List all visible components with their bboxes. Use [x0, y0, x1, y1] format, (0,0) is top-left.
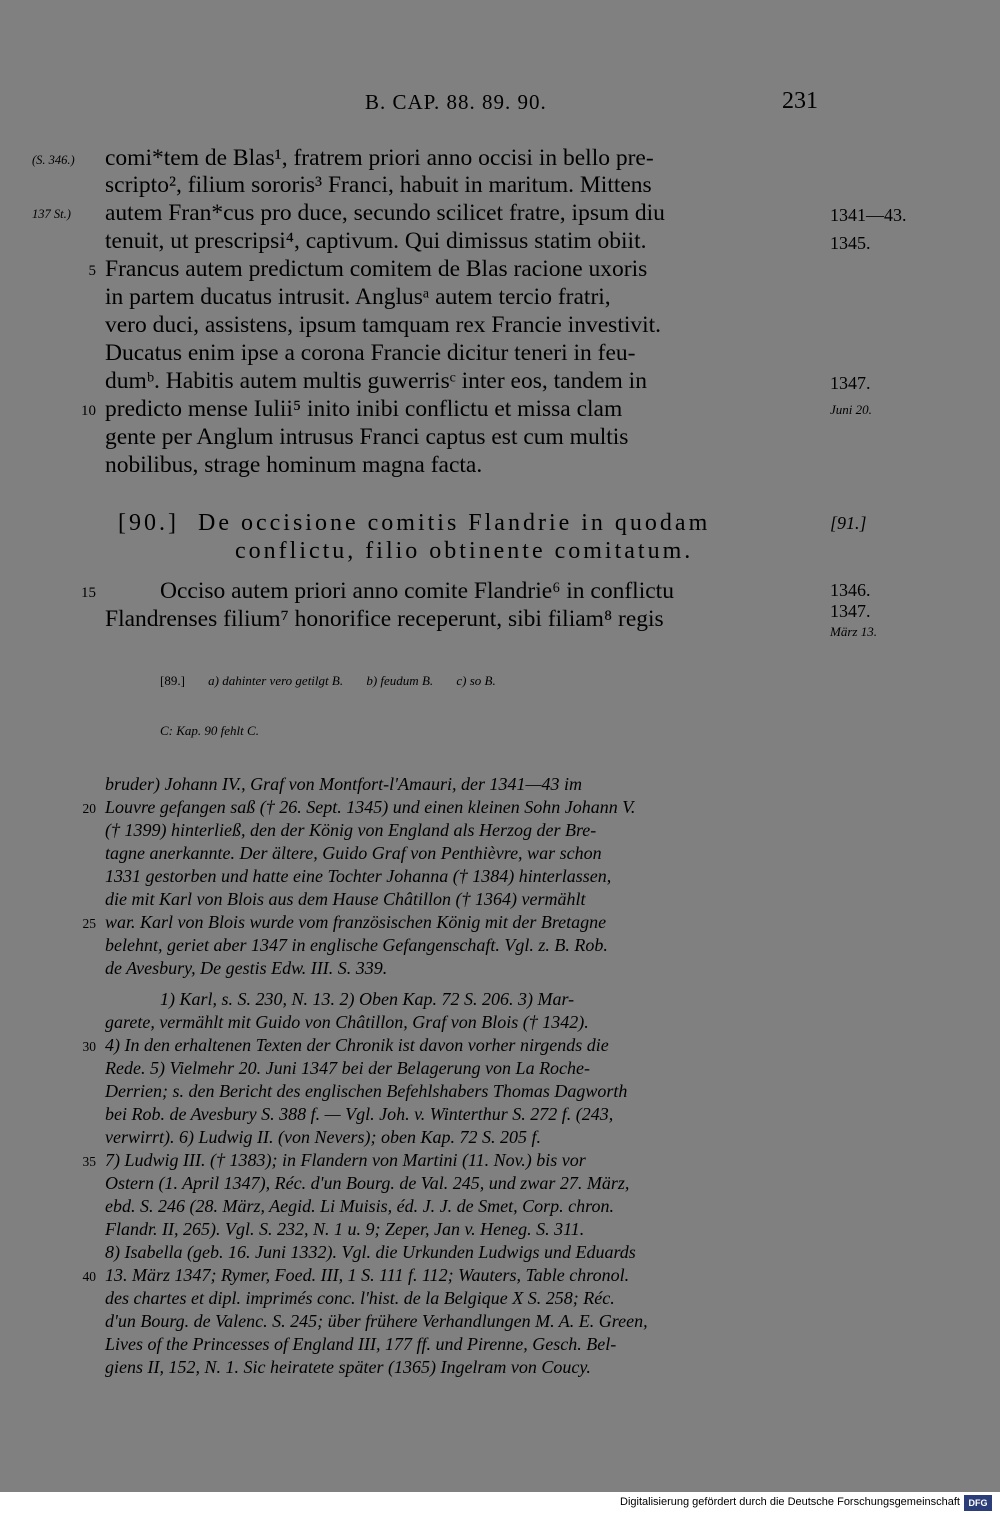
text-line: dumᵇ. Habitis autem multis guwerrisᶜ inter eos, tandem in: [105, 368, 647, 394]
text-line: gente per Anglum intrusus Franci captus est cum multis: [105, 424, 629, 450]
footnote-line: ebd. S. 246 (28. März, Aegid. Li Muisis, éd. J. J. de Smet, Corp. chron.: [105, 1196, 614, 1216]
margin-ref: [91.]: [830, 513, 867, 533]
margin-date: 1347.: [830, 373, 871, 393]
variant-item: c) so B.: [456, 673, 496, 688]
footnote-line: garete, vermählt mit Guido von Châtillon, Graf von Blois († 1342).: [105, 1012, 589, 1032]
footnote-line: 4) In den erhaltenen Texten der Chronik ist davon vorher nirgends die: [105, 1035, 609, 1055]
footnote-line: war. Karl von Blois wurde vom französischen König mit der Bretagne: [105, 912, 607, 932]
line-number: 25: [82, 916, 96, 931]
chapter-title-line2: conflictu, filio obtinente comitatum.: [235, 538, 694, 564]
text-line: Flandrenses filium⁷ honorifice receperunt, sibi filiam⁸ regis: [105, 606, 664, 632]
text-line: Occiso autem priori anno comite Flandrie⁶ in conflictu: [160, 578, 674, 604]
margin-date: 1347.: [830, 601, 871, 621]
footnote-line: 13. März 1347; Rymer, Foed. III, 1 S. 111 f. 112; Wauters, Table chronol.: [105, 1265, 630, 1285]
footnote-line: belehnt, geriet aber 1347 in englische Gefangenschaft. Vgl. z. B. Rob.: [105, 935, 608, 955]
variant-item: a) dahinter vero getilgt B.: [208, 673, 344, 688]
line-number: 20: [82, 801, 96, 816]
text-line: in partem ducatus intrusit. Anglusᵃ autem tercio fratri,: [105, 284, 611, 310]
footer-bar: [0, 1492, 1000, 1517]
funding-credit: Digitalisierung gefördert durch die Deutsche Forschungsgemeinschaft: [620, 1496, 960, 1508]
running-title: B. CAP. 88. 89. 90.: [365, 90, 547, 114]
footnote-line: bruder) Johann IV., Graf von Montfort-l'Amauri, der 1341—43 im: [105, 774, 582, 794]
margin-date: 1345.: [830, 233, 871, 253]
footnote-line: die mit Karl von Blois aus dem Hause Châtillon († 1364) vermählt: [105, 889, 586, 909]
margin-note-left: 137 St.): [32, 207, 71, 221]
text-line: scripto², filium sororis³ Franci, habuit in maritum. Mittens: [105, 172, 652, 198]
line-number: 15: [81, 585, 96, 601]
footnote-line: Flandr. II, 265). Vgl. S. 232, N. 1 u. 9; Zeper, Jan v. Heneg. S. 311.: [105, 1219, 585, 1239]
margin-date: März 13.: [830, 624, 877, 639]
footnote-line: giens II, 152, N. 1. Sic heiratete später (1365) Ingelram von Coucy.: [105, 1357, 591, 1377]
line-number: 10: [81, 403, 96, 419]
page-number: 231: [782, 88, 818, 114]
variant-apparatus: [160, 673, 516, 689]
text-line: autem Fran*cus pro duce, secundo scilicet fratre, ipsum diu: [105, 200, 665, 226]
margin-note-left: (S. 346.): [32, 153, 75, 167]
footnote-line: Ostern (1. April 1347), Réc. d'un Bourg. de Val. 245, und zwar 27. März,: [105, 1173, 630, 1193]
variant-label: [89.]: [160, 673, 185, 688]
dfg-logo: DFG: [964, 1495, 992, 1511]
line-number: 30: [82, 1039, 96, 1054]
text-line: predicto mense Iulii⁵ inito inibi conflictu et missa clam: [105, 396, 623, 422]
footnote-line: († 1399) hinterließ, den der König von England als Herzog der Bre-: [105, 820, 597, 840]
line-number: 5: [88, 263, 96, 279]
footnote-line: Derrien; s. den Bericht des englischen Befehlshabers Thomas Dagworth: [105, 1081, 628, 1101]
text-line: Ducatus enim ipse a corona Francie dicitur teneri in feu-: [105, 340, 636, 366]
text-line: vero duci, assistens, ipsum tamquam rex Francie investivit.: [105, 312, 662, 338]
margin-date: Juni 20.: [830, 402, 872, 417]
variant-item: b) feudum B.: [366, 673, 434, 688]
footnote-line: Lives of the Princesses of England III, 177 ff. und Pirenne, Gesch. Bel-: [105, 1334, 617, 1354]
footnote-line: 1) Karl, s. S. 230, N. 13. 2) Oben Kap. 72 S. 206. 3) Mar-: [160, 989, 575, 1009]
line-number: 40: [82, 1269, 96, 1284]
footnote-line: de Avesbury, De gestis Edw. III. S. 339.: [105, 958, 388, 978]
footnote-line: bei Rob. de Avesbury S. 388 f. — Vgl. Joh. v. Winterthur S. 272 f. (243,: [105, 1104, 614, 1124]
margin-date: 1346.: [830, 580, 871, 600]
footnote-line: 1331 gestorben und hatte eine Tochter Johanna († 1384) hinterlassen,: [105, 866, 612, 886]
text-line: tenuit, ut prescripsi⁴, captivum. Qui dimissus statim obiit.: [105, 228, 647, 254]
margin-date: 1341—43.: [830, 205, 907, 225]
footnote-line: verwirrt). 6) Ludwig II. (von Nevers); oben Kap. 72 S. 205 f.: [105, 1127, 541, 1147]
footnote-line: Louvre gefangen saß († 26. Sept. 1345) und einen kleinen Sohn Johann V.: [105, 797, 636, 817]
chapter-title-line1: De occisione comitis Flandrie in quodam: [198, 510, 711, 536]
footnote-line: Rede. 5) Vielmehr 20. Juni 1347 bei der Belagerung von La Roche-: [105, 1058, 591, 1078]
text-line: nobilibus, strage hominum magna facta.: [105, 452, 483, 478]
footnote-line: 8) Isabella (geb. 16. Juni 1332). Vgl. die Urkunden Ludwigs und Eduards: [105, 1242, 636, 1262]
chapter-number: [90.]: [118, 510, 179, 536]
footnote-line: d'un Bourg. de Valenc. S. 245; über frühere Verhandlungen M. A. E. Green,: [105, 1311, 648, 1331]
footnote-line: des chartes et dipl. imprimés conc. l'hist. de la Belgique X S. 258; Réc.: [105, 1288, 615, 1308]
running-header: [0, 90, 1000, 120]
manuscript-note: C: Kap. 90 fehlt C.: [160, 723, 259, 738]
line-number: 35: [82, 1154, 96, 1169]
text-line: comi*tem de Blas¹, fratrem priori anno occisi in bello pre-: [105, 145, 654, 171]
text-line: Francus autem predictum comitem de Blas racione uxoris: [105, 256, 648, 282]
footnote-line: tagne anerkannte. Der ältere, Guido Graf von Penthièvre, war schon: [105, 843, 602, 863]
footnote-line: 7) Ludwig III. († 1383); in Flandern von Martini (11. Nov.) bis vor: [105, 1150, 586, 1170]
